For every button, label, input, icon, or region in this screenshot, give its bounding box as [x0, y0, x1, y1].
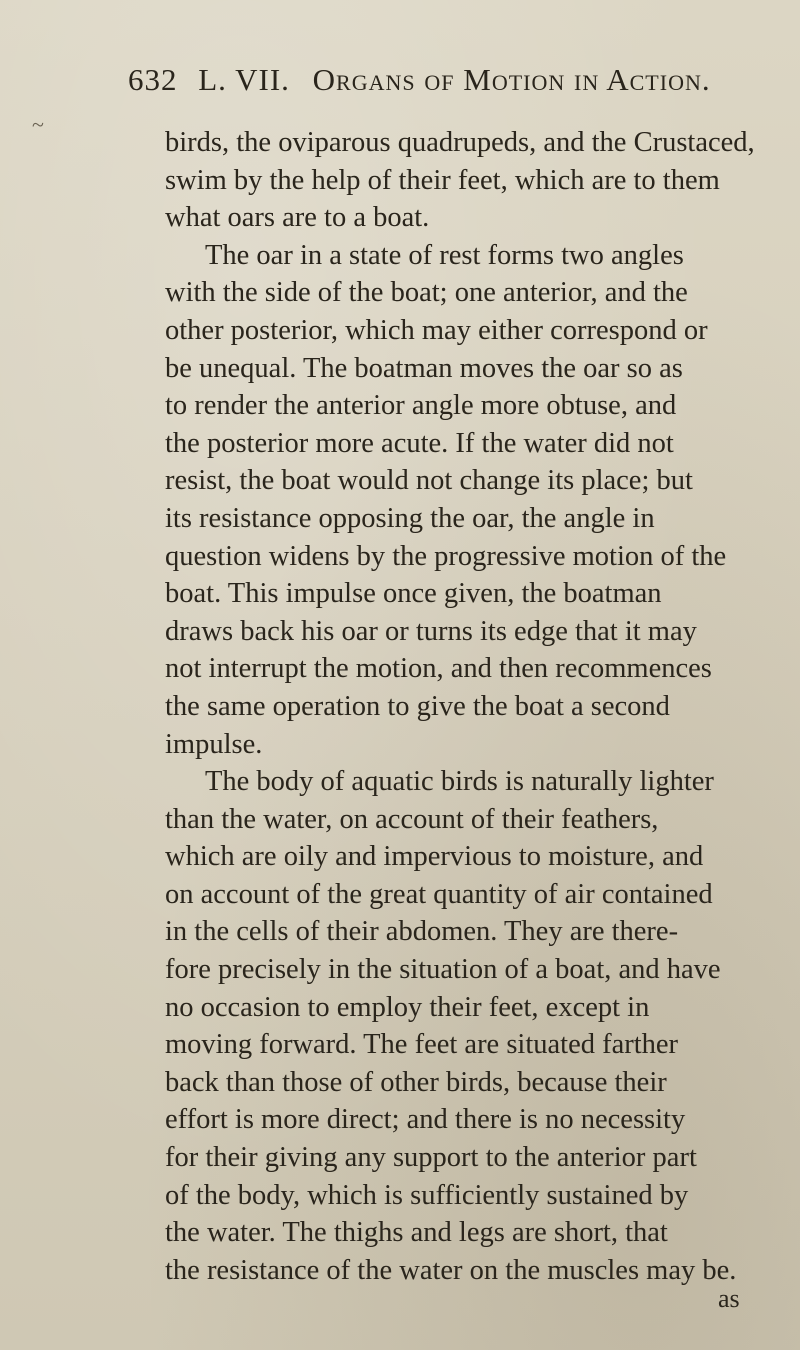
text-line: of the body, which is sufficiently sustained by	[165, 1179, 689, 1211]
page-number: 632	[128, 62, 178, 97]
text-line: resist, the boat would not change its place; but	[165, 465, 693, 497]
text-line: fore precisely in the situation of a boat, and have	[165, 954, 721, 986]
text-line: in the cells of their abdomen. They are there-	[165, 916, 679, 948]
text-line: the water. The thighs and legs are short, that	[165, 1217, 668, 1249]
text-line: effort is more direct; and there is no necessity	[165, 1104, 686, 1136]
text-line: boat. This impulse once given, the boatman	[165, 578, 662, 610]
running-header	[128, 62, 728, 98]
text-line: to render the anterior angle more obtuse, and	[165, 390, 677, 422]
text-line: no occasion to employ their feet, except in	[165, 991, 650, 1023]
text-line: other posterior, which may either correspond or	[165, 314, 708, 346]
text-line: what oars are to a boat.	[165, 202, 430, 234]
text-line: birds, the oviparous quadrupeds, and the Crustaced,	[165, 127, 755, 158]
margin-mark: ~	[32, 112, 44, 137]
text-line: with the side of the boat; one anterior, and the	[165, 277, 688, 309]
text-line: be unequal. The boatman moves the oar so as	[165, 352, 683, 384]
text-line: than the water, on account of their feathers,	[165, 803, 659, 835]
text-line: impulse.	[165, 728, 263, 760]
text-line: question widens by the progressive motion of the	[165, 540, 727, 572]
text-line: back than those of other birds, because their	[165, 1066, 667, 1098]
chapter-label: L. VII.	[198, 62, 290, 97]
text-line: the same operation to give the boat a second	[165, 690, 670, 722]
text-line: on account of the great quantity of air contained	[165, 878, 713, 910]
text-line: The oar in a state of rest forms two angles	[205, 239, 684, 271]
text-line: the resistance of the water on the muscles may be.	[165, 1254, 737, 1286]
text-line: which are oily and impervious to moisture, and	[165, 841, 704, 873]
running-title: Organs of Motion in Action.	[312, 62, 711, 97]
text-line: moving forward. The feet are situated farther	[165, 1029, 679, 1061]
text-line: draws back his oar or turns its edge that it may	[165, 615, 697, 647]
text-line: The body of aquatic birds is naturally lighter	[205, 766, 714, 798]
body-text	[165, 124, 777, 1289]
text-line: not interrupt the motion, and then recommences	[165, 653, 712, 685]
catchword: as	[718, 1284, 740, 1313]
text-line: for their giving any support to the anterior part	[165, 1142, 697, 1174]
text-line: the posterior more acute. If the water did not	[165, 427, 674, 459]
text-line: its resistance opposing the oar, the angle in	[165, 502, 655, 534]
text-line: swim by the help of their feet, which are to them	[165, 164, 720, 196]
